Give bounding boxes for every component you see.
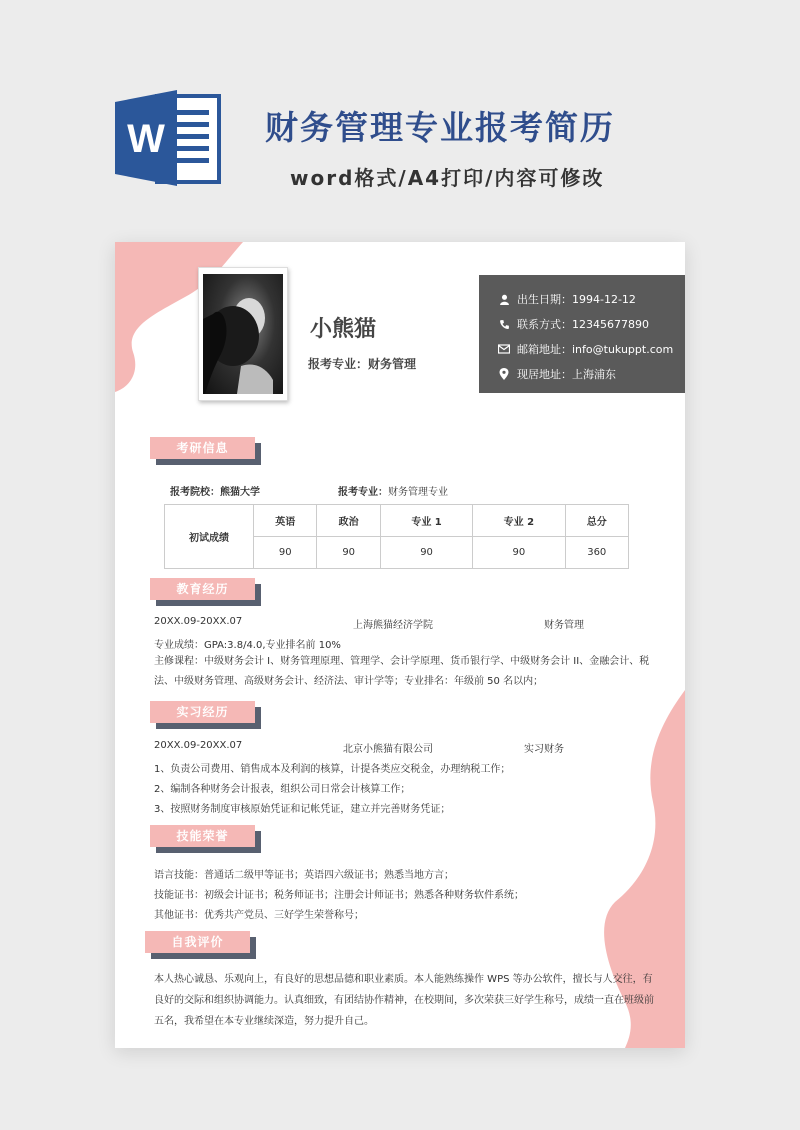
- education-period: 20XX.09-20XX.07: [154, 616, 243, 627]
- banner-title: 财务管理专业报考简历: [265, 108, 615, 147]
- internship-period: 20XX.09-20XX.07: [154, 740, 243, 751]
- score-value: 90: [254, 537, 317, 569]
- score-header: 英语: [254, 505, 317, 537]
- target-major: 报考专业：财务管理: [308, 357, 417, 371]
- skill-item: 语言技能：普通话二级甲等证书；英语四六级证书；熟悉当地方言；: [154, 870, 454, 881]
- skill-item: 技能证书：初级会计证书；税务师证书；注册会计师证书；熟悉各种财务软件系统；: [154, 890, 524, 901]
- self-evaluation: 本人热心诚恳、乐观向上，有良好的思想品德和职业素质。本人能熟练操作 WPS 等办公软件，擅长与人交往，有良好的交际和组织协调能力。认真细致，有团结协作精神，在校期间，多次荣获三好学生称号，成绩一直在班级前五名，我希望在本专业继续深造，努力提升自己。: [154, 974, 654, 1027]
- location-pin-icon: [497, 367, 511, 381]
- section-header-exam: [150, 437, 260, 459]
- candidate-name: 小熊猫: [310, 317, 377, 342]
- internship-duty: 3、按照财务制度审核原始凭证和记帐凭证，建立并完善财务凭证；: [154, 804, 451, 815]
- score-value: 90: [473, 537, 565, 569]
- section-title-self: 自我评价: [171, 935, 224, 949]
- section-title-skills: 技能荣誉: [176, 829, 229, 843]
- internship-duty: 1、负责公司费用、销售成本及利润的核算，计提各类应交税金，办理纳税工作；: [154, 764, 511, 775]
- exam-major: 报考专业：财务管理专业: [338, 487, 448, 498]
- banner-subtitle: word格式/A4打印/内容可修改: [290, 166, 605, 190]
- phone-row: [497, 315, 649, 333]
- internship-duty: 2、编制各种财务会计报表，组织公司日常会计核算工作；: [154, 784, 411, 795]
- section-header-skills: [150, 825, 260, 847]
- birth-row: [497, 290, 636, 308]
- section-title-exam: 考研信息: [176, 441, 229, 455]
- resume-page: [115, 242, 685, 1048]
- score-header: 政治: [317, 505, 380, 537]
- internship-company: 北京小熊猫有限公司: [343, 744, 433, 755]
- score-value: 90: [317, 537, 380, 569]
- portrait-image: [203, 274, 283, 394]
- exam-score-table: [164, 504, 629, 569]
- section-header-education: [150, 578, 260, 600]
- education-major: 财务管理: [544, 620, 584, 631]
- section-header-internship: [150, 701, 260, 723]
- birth-text: 出生日期：1994-12-12: [517, 293, 636, 306]
- score-header: 专业 1: [380, 505, 472, 537]
- score-value: 360: [565, 537, 629, 569]
- education-courses: 主修课程：中级财务会计 I、财务管理原理、管理学、会计学原理、货币银行学、中级财务会计 II、金融会计、税法、中级财务管理、高级财务会计、经济法、审计学等；专业排名：年级前 50 名以内；: [154, 656, 650, 687]
- education-school: 上海熊猫经济学院: [353, 620, 433, 631]
- score-header: 总分: [565, 505, 629, 537]
- address-row: [497, 365, 616, 383]
- section-title-education: 教育经历: [176, 582, 229, 596]
- phone-icon: [497, 317, 511, 331]
- banner: [0, 0, 800, 235]
- education-grade: 专业成绩：GPA:3.8/4.0,专业排名前 10%: [154, 640, 341, 651]
- phone-text: 联系方式：12345677890: [517, 318, 649, 331]
- section-header-self: [145, 931, 255, 953]
- exam-school: 报考院校：熊猫大学: [170, 487, 260, 498]
- skill-item: 其他证书：优秀共产党员、三好学生荣誉称号；: [154, 910, 364, 921]
- word-doc-icon: [115, 88, 225, 188]
- score-header: 专业 2: [473, 505, 565, 537]
- person-icon: [497, 292, 511, 306]
- internship-role: 实习财务: [524, 744, 564, 755]
- email-row: [497, 340, 673, 358]
- section-title-internship: 实习经历: [176, 705, 229, 719]
- contact-info-box: [479, 275, 685, 393]
- envelope-icon: [497, 342, 511, 356]
- profile-photo: [198, 267, 288, 401]
- score-row-label: 初试成绩: [165, 505, 254, 569]
- word-icon-letter: W: [127, 117, 165, 161]
- email-text: 邮箱地址：info@tukuppt.com: [517, 343, 674, 356]
- score-value: 90: [380, 537, 472, 569]
- address-text: 现居地址：上海浦东: [517, 368, 616, 381]
